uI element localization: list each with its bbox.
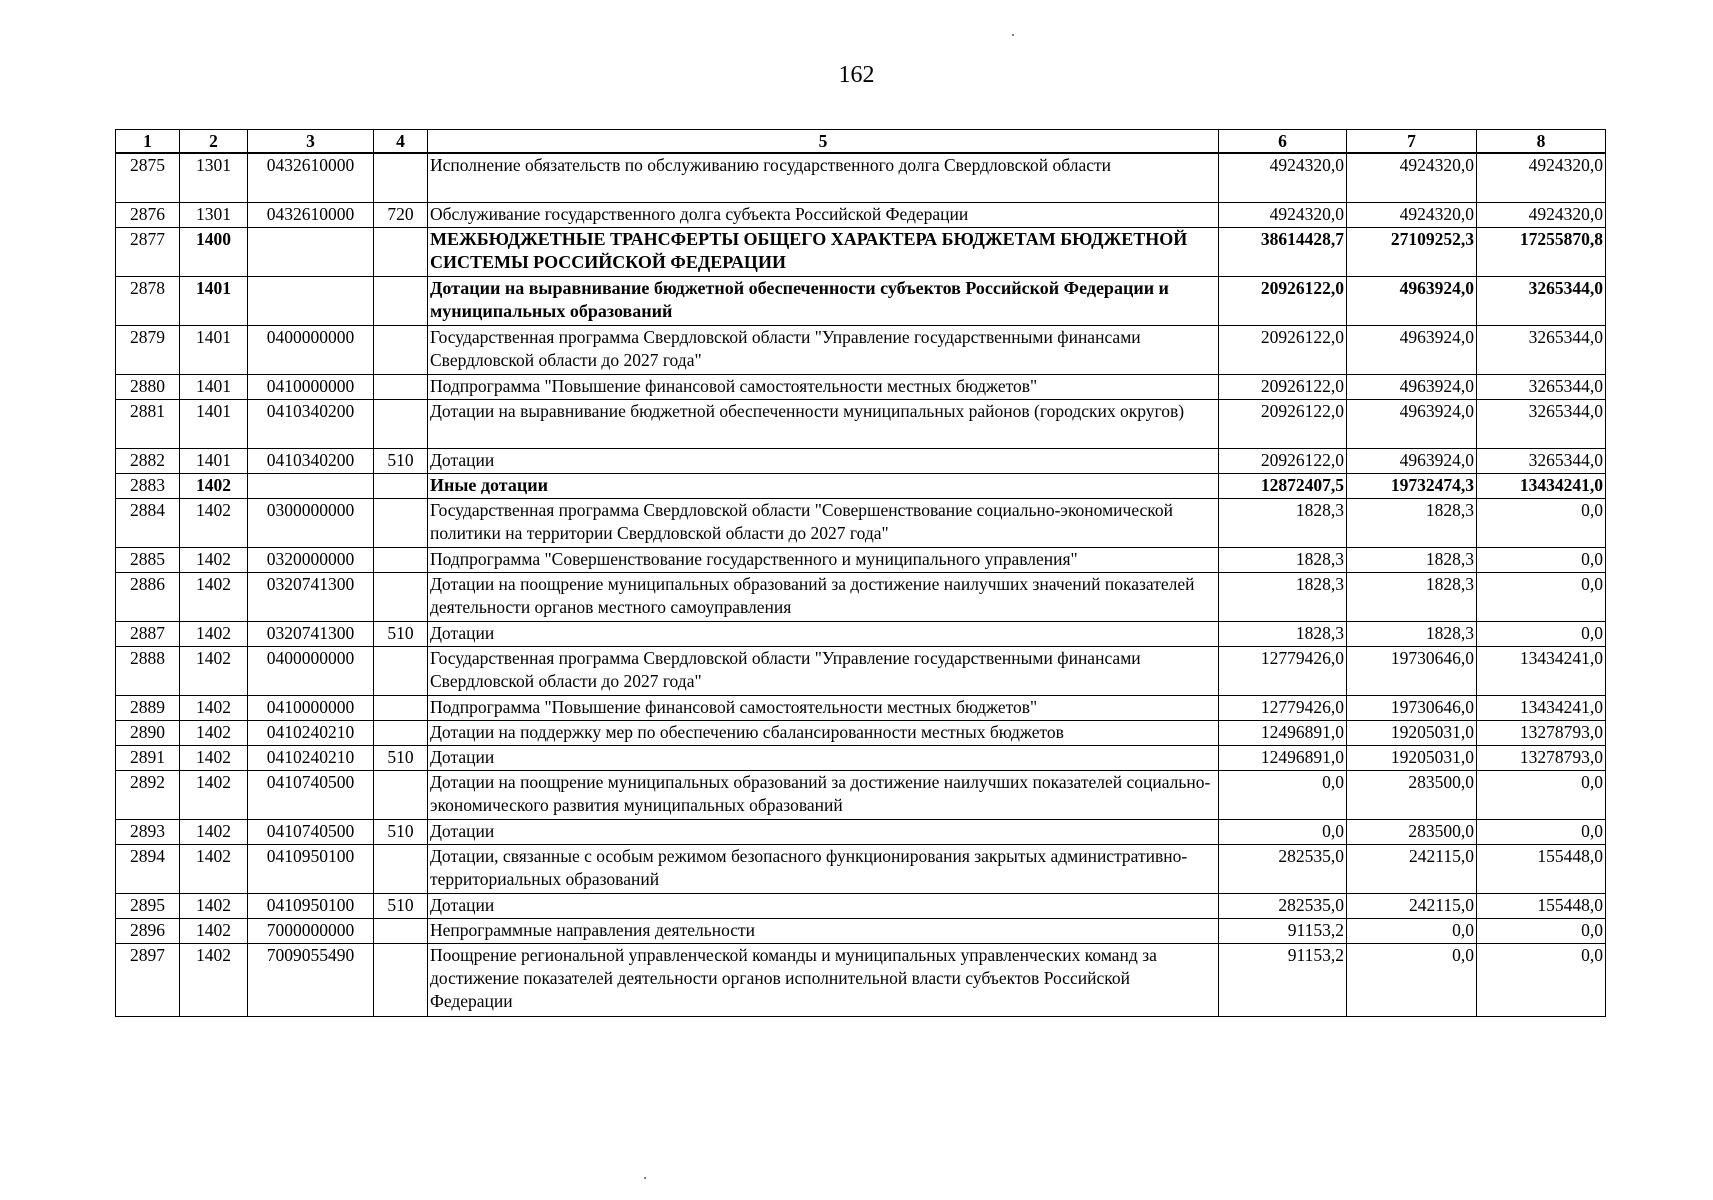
amount-col-6: 1828,3 (1219, 572, 1347, 621)
amount-col-6: 20926122,0 (1219, 374, 1347, 399)
section-code: 1402 (180, 745, 248, 770)
col-header-3: 3 (248, 130, 374, 154)
amount-col-8: 0,0 (1477, 621, 1606, 646)
row-number: 2890 (116, 720, 180, 745)
amount-col-7: 19732474,3 (1347, 473, 1477, 498)
item-name: Дотации на поощрение муниципальных образований за достижение наилучших значений показателей деятельности органов местного самоуправления (428, 572, 1219, 621)
target-article-code: 0410000000 (248, 374, 374, 399)
amount-col-8: 13434241,0 (1477, 646, 1606, 695)
amount-col-8: 13434241,0 (1477, 695, 1606, 720)
item-name: Исполнение обязательств по обслуживанию государственного долга Свердловской области (428, 153, 1219, 202)
target-article-code: 0432610000 (248, 153, 374, 202)
row-number: 2884 (116, 498, 180, 547)
section-code: 1402 (180, 770, 248, 819)
section-code: 1401 (180, 374, 248, 399)
amount-col-6: 1828,3 (1219, 547, 1347, 572)
target-article-code: 0410740500 (248, 770, 374, 819)
amount-col-6: 1828,3 (1219, 621, 1347, 646)
amount-col-8: 0,0 (1477, 572, 1606, 621)
table-body (116, 153, 1606, 1016)
row-number: 2877 (116, 227, 180, 276)
target-article-code: 0410340200 (248, 448, 374, 473)
amount-col-6: 1828,3 (1219, 498, 1347, 547)
item-name: Государственная программа Свердловской области "Совершенствование социально-экономической политики на территории Свердловской области до 2027 года" (428, 498, 1219, 547)
item-name: Дотации на выравнивание бюджетной обеспеченности муниципальных районов (городских округов) (428, 399, 1219, 448)
amount-col-6: 12872407,5 (1219, 473, 1347, 498)
section-code: 1301 (180, 202, 248, 227)
section-code: 1401 (180, 399, 248, 448)
col-header-6: 6 (1219, 130, 1347, 154)
table-row (116, 202, 1606, 227)
amount-col-6: 4924320,0 (1219, 202, 1347, 227)
section-code: 1402 (180, 695, 248, 720)
amount-col-7: 242115,0 (1347, 893, 1477, 918)
col-header-1: 1 (116, 130, 180, 154)
amount-col-8: 4924320,0 (1477, 153, 1606, 202)
table-row (116, 770, 1606, 819)
target-article-code: 0410240210 (248, 720, 374, 745)
amount-col-8: 3265344,0 (1477, 448, 1606, 473)
section-code: 1402 (180, 473, 248, 498)
row-number: 2892 (116, 770, 180, 819)
expense-type-code: 510 (374, 745, 428, 770)
col-header-7: 7 (1347, 130, 1477, 154)
expense-type-code (374, 646, 428, 695)
target-article-code: 0410950100 (248, 844, 374, 893)
row-number: 2883 (116, 473, 180, 498)
row-number: 2886 (116, 572, 180, 621)
item-name: Дотации на поощрение муниципальных образований за достижение наилучших показателей социально-экономического развития муниципальных образований (428, 770, 1219, 819)
target-article-code: 0410340200 (248, 399, 374, 448)
amount-col-8: 3265344,0 (1477, 374, 1606, 399)
table-row (116, 325, 1606, 374)
amount-col-7: 283500,0 (1347, 770, 1477, 819)
amount-col-8: 0,0 (1477, 819, 1606, 844)
item-name: Поощрение региональной управленческой команды и муниципальных управленческих команд за достижение показателей деятельности органов исполнительной власти субъектов Российской Федерации (428, 943, 1219, 1016)
amount-col-7: 4963924,0 (1347, 399, 1477, 448)
amount-col-7: 4963924,0 (1347, 448, 1477, 473)
row-number: 2885 (116, 547, 180, 572)
row-number: 2896 (116, 918, 180, 943)
section-code: 1402 (180, 621, 248, 646)
amount-col-8: 3265344,0 (1477, 325, 1606, 374)
amount-col-7: 4924320,0 (1347, 202, 1477, 227)
item-name: Дотации на выравнивание бюджетной обеспеченности субъектов Российской Федерации и муниципальных образований (428, 276, 1219, 325)
expense-type-code (374, 498, 428, 547)
expense-type-code (374, 276, 428, 325)
expense-type-code (374, 153, 428, 202)
amount-col-6: 282535,0 (1219, 844, 1347, 893)
section-code: 1402 (180, 547, 248, 572)
amount-col-6: 0,0 (1219, 819, 1347, 844)
item-name: Дотации, связанные с особым режимом безопасного функционирования закрытых административно-территориальных образований (428, 844, 1219, 893)
amount-col-7: 0,0 (1347, 943, 1477, 1016)
table-row (116, 844, 1606, 893)
target-article-code: 0400000000 (248, 646, 374, 695)
table-row (116, 227, 1606, 276)
amount-col-8: 0,0 (1477, 547, 1606, 572)
section-code: 1401 (180, 325, 248, 374)
col-header-5: 5 (428, 130, 1219, 154)
amount-col-6: 12779426,0 (1219, 695, 1347, 720)
target-article-code: 0320741300 (248, 572, 374, 621)
item-name: Иные дотации (428, 473, 1219, 498)
amount-col-7: 19205031,0 (1347, 745, 1477, 770)
target-article-code: 7009055490 (248, 943, 374, 1016)
table-row (116, 621, 1606, 646)
target-article-code (248, 227, 374, 276)
table-row (116, 646, 1606, 695)
col-header-8: 8 (1477, 130, 1606, 154)
item-name: Дотации (428, 893, 1219, 918)
section-code: 1401 (180, 276, 248, 325)
amount-col-7: 19730646,0 (1347, 646, 1477, 695)
amount-col-8: 13278793,0 (1477, 720, 1606, 745)
row-number: 2878 (116, 276, 180, 325)
amount-col-7: 1828,3 (1347, 572, 1477, 621)
item-name: Дотации (428, 621, 1219, 646)
expense-type-code: 510 (374, 893, 428, 918)
target-article-code: 0432610000 (248, 202, 374, 227)
expense-type-code (374, 399, 428, 448)
expense-type-code (374, 720, 428, 745)
amount-col-7: 19205031,0 (1347, 720, 1477, 745)
target-article-code: 0410000000 (248, 695, 374, 720)
target-article-code: 0410240210 (248, 745, 374, 770)
amount-col-8: 3265344,0 (1477, 276, 1606, 325)
amount-col-7: 19730646,0 (1347, 695, 1477, 720)
header-row (116, 130, 1606, 154)
amount-col-6: 20926122,0 (1219, 399, 1347, 448)
amount-col-6: 12496891,0 (1219, 720, 1347, 745)
table-row (116, 547, 1606, 572)
amount-col-6: 91153,2 (1219, 918, 1347, 943)
amount-col-8: 13434241,0 (1477, 473, 1606, 498)
amount-col-8: 0,0 (1477, 770, 1606, 819)
expense-type-code (374, 473, 428, 498)
table-row (116, 473, 1606, 498)
amount-col-6: 20926122,0 (1219, 448, 1347, 473)
amount-col-6: 0,0 (1219, 770, 1347, 819)
target-article-code: 0400000000 (248, 325, 374, 374)
amount-col-8: 3265344,0 (1477, 399, 1606, 448)
item-name: Непрограммные направления деятельности (428, 918, 1219, 943)
table-row (116, 819, 1606, 844)
expense-type-code (374, 844, 428, 893)
table-row (116, 498, 1606, 547)
amount-col-6: 12496891,0 (1219, 745, 1347, 770)
amount-col-6: 4924320,0 (1219, 153, 1347, 202)
amount-col-7: 27109252,3 (1347, 227, 1477, 276)
expense-type-code (374, 770, 428, 819)
section-code: 1402 (180, 498, 248, 547)
table-row (116, 448, 1606, 473)
row-number: 2897 (116, 943, 180, 1016)
amount-col-7: 4963924,0 (1347, 325, 1477, 374)
amount-col-8: 155448,0 (1477, 893, 1606, 918)
item-name: Дотации (428, 819, 1219, 844)
scan-speck (644, 1177, 646, 1179)
amount-col-8: 4924320,0 (1477, 202, 1606, 227)
table-row (116, 943, 1606, 1016)
row-number: 2879 (116, 325, 180, 374)
section-code: 1402 (180, 844, 248, 893)
expense-type-code (374, 227, 428, 276)
table-row (116, 893, 1606, 918)
table-row (116, 153, 1606, 202)
row-number: 2887 (116, 621, 180, 646)
amount-col-7: 242115,0 (1347, 844, 1477, 893)
row-number: 2894 (116, 844, 180, 893)
table-header (116, 130, 1606, 154)
section-code: 1402 (180, 572, 248, 621)
section-code: 1301 (180, 153, 248, 202)
row-number: 2876 (116, 202, 180, 227)
expense-type-code (374, 943, 428, 1016)
section-code: 1400 (180, 227, 248, 276)
expense-type-code: 720 (374, 202, 428, 227)
item-name: МЕЖБЮДЖЕТНЫЕ ТРАНСФЕРТЫ ОБЩЕГО ХАРАКТЕРА БЮДЖЕТАМ БЮДЖЕТНОЙ СИСТЕМЫ РОССИЙСКОЙ ФЕДЕРАЦИИ (428, 227, 1219, 276)
expense-type-code (374, 325, 428, 374)
section-code: 1402 (180, 893, 248, 918)
row-number: 2888 (116, 646, 180, 695)
row-number: 2882 (116, 448, 180, 473)
amount-col-6: 20926122,0 (1219, 276, 1347, 325)
row-number: 2875 (116, 153, 180, 202)
target-article-code: 0410740500 (248, 819, 374, 844)
expense-type-code: 510 (374, 621, 428, 646)
item-name: Дотации на поддержку мер по обеспечению сбалансированности местных бюджетов (428, 720, 1219, 745)
amount-col-7: 1828,3 (1347, 621, 1477, 646)
col-header-4: 4 (374, 130, 428, 154)
row-number: 2891 (116, 745, 180, 770)
item-name: Дотации (428, 448, 1219, 473)
amount-col-7: 4963924,0 (1347, 276, 1477, 325)
expense-type-code (374, 918, 428, 943)
item-name: Дотации (428, 745, 1219, 770)
amount-col-7: 4963924,0 (1347, 374, 1477, 399)
row-number: 2881 (116, 399, 180, 448)
amount-col-8: 155448,0 (1477, 844, 1606, 893)
target-article-code: 0410950100 (248, 893, 374, 918)
col-header-2: 2 (180, 130, 248, 154)
amount-col-8: 0,0 (1477, 943, 1606, 1016)
page-number: 162 (838, 62, 875, 88)
expense-type-code: 510 (374, 819, 428, 844)
amount-col-7: 283500,0 (1347, 819, 1477, 844)
section-code: 1402 (180, 943, 248, 1016)
expense-type-code: 510 (374, 448, 428, 473)
item-name: Подпрограмма "Повышение финансовой самостоятельности местных бюджетов" (428, 695, 1219, 720)
table-row (116, 399, 1606, 448)
target-article-code (248, 276, 374, 325)
item-name: Подпрограмма "Совершенствование государственного и муниципального управления" (428, 547, 1219, 572)
table-row (116, 374, 1606, 399)
table-row (116, 572, 1606, 621)
amount-col-7: 1828,3 (1347, 498, 1477, 547)
budget-table (115, 129, 1606, 1017)
item-name: Подпрограмма "Повышение финансовой самостоятельности местных бюджетов" (428, 374, 1219, 399)
amount-col-6: 38614428,7 (1219, 227, 1347, 276)
amount-col-8: 0,0 (1477, 918, 1606, 943)
item-name: Обслуживание государственного долга субъекта Российской Федерации (428, 202, 1219, 227)
row-number: 2895 (116, 893, 180, 918)
amount-col-6: 91153,2 (1219, 943, 1347, 1016)
expense-type-code (374, 547, 428, 572)
target-article-code: 0320000000 (248, 547, 374, 572)
row-number: 2889 (116, 695, 180, 720)
section-code: 1402 (180, 720, 248, 745)
expense-type-code (374, 572, 428, 621)
amount-col-8: 17255870,8 (1477, 227, 1606, 276)
table-row (116, 720, 1606, 745)
amount-col-8: 13278793,0 (1477, 745, 1606, 770)
amount-col-6: 12779426,0 (1219, 646, 1347, 695)
amount-col-8: 0,0 (1477, 498, 1606, 547)
section-code: 1401 (180, 448, 248, 473)
target-article-code: 0320741300 (248, 621, 374, 646)
target-article-code (248, 473, 374, 498)
scan-speck (1012, 34, 1014, 36)
amount-col-7: 1828,3 (1347, 547, 1477, 572)
item-name: Государственная программа Свердловской области "Управление государственными финансами Свердловской области до 2027 года" (428, 325, 1219, 374)
item-name: Государственная программа Свердловской области "Управление государственными финансами Свердловской области до 2027 года" (428, 646, 1219, 695)
section-code: 1402 (180, 646, 248, 695)
table-row (116, 695, 1606, 720)
target-article-code: 0300000000 (248, 498, 374, 547)
table-row (116, 745, 1606, 770)
section-code: 1402 (180, 819, 248, 844)
table-row (116, 918, 1606, 943)
table-row (116, 276, 1606, 325)
expense-type-code (374, 374, 428, 399)
target-article-code: 7000000000 (248, 918, 374, 943)
expense-type-code (374, 695, 428, 720)
amount-col-6: 282535,0 (1219, 893, 1347, 918)
section-code: 1402 (180, 918, 248, 943)
amount-col-7: 0,0 (1347, 918, 1477, 943)
row-number: 2880 (116, 374, 180, 399)
row-number: 2893 (116, 819, 180, 844)
amount-col-7: 4924320,0 (1347, 153, 1477, 202)
amount-col-6: 20926122,0 (1219, 325, 1347, 374)
